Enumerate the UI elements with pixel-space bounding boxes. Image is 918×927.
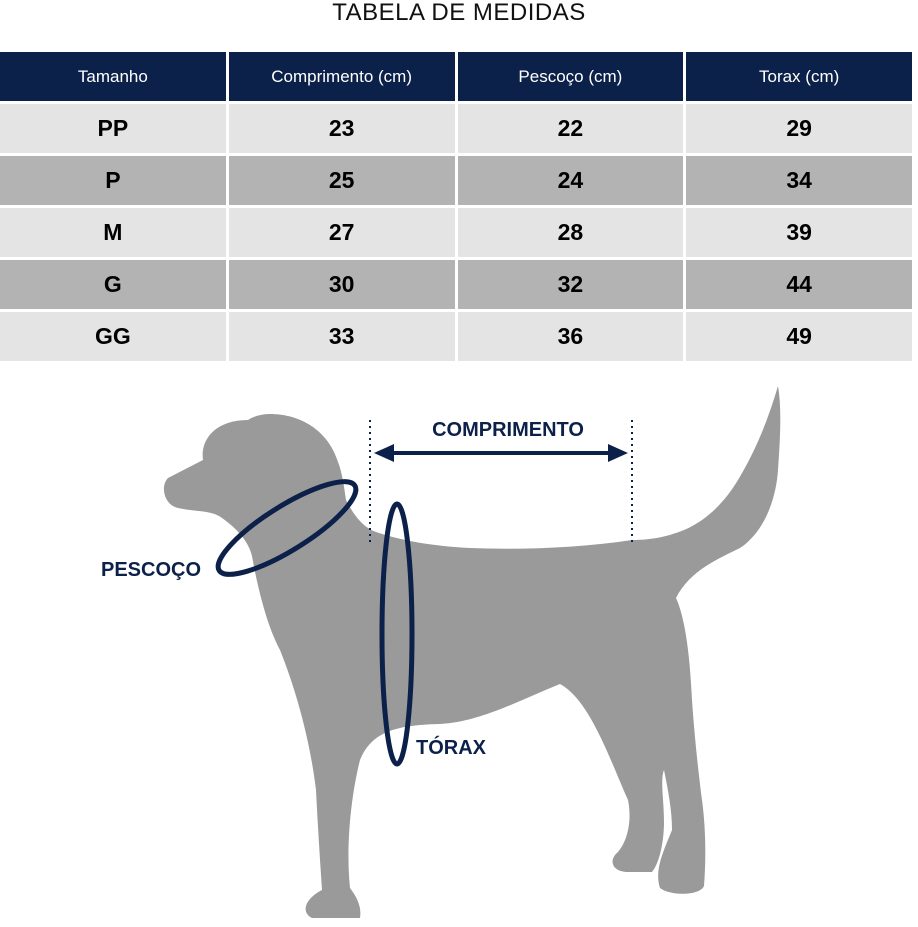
cell-size: M [0, 208, 226, 257]
table-header-row [0, 52, 912, 101]
cell-length: 30 [229, 260, 455, 309]
cell-length: 27 [229, 208, 455, 257]
chest-label: TÓRAX [416, 737, 486, 759]
cell-chest: 34 [686, 156, 912, 205]
table-row [0, 208, 912, 257]
cell-length: 33 [229, 312, 455, 361]
length-arrow-icon [374, 444, 628, 462]
cell-length: 23 [229, 104, 455, 153]
dog-measurement-diagram [0, 370, 918, 927]
length-label: COMPRIMENTO [432, 419, 584, 441]
cell-size: PP [0, 104, 226, 153]
cell-neck: 32 [458, 260, 684, 309]
cell-size: G [0, 260, 226, 309]
cell-size: P [0, 156, 226, 205]
cell-length: 25 [229, 156, 455, 205]
cell-neck: 24 [458, 156, 684, 205]
table-row [0, 104, 912, 153]
header-length: Comprimento (cm) [229, 52, 455, 101]
neck-label: PESCOÇO [101, 559, 202, 581]
header-neck: Pescoço (cm) [458, 52, 684, 101]
page-title: TABELA DE MEDIDAS [332, 0, 586, 26]
table-row [0, 260, 912, 309]
cell-neck: 22 [458, 104, 684, 153]
header-size: Tamanho [0, 52, 226, 101]
cell-neck: 36 [458, 312, 684, 361]
table-row [0, 156, 912, 205]
cell-chest: 29 [686, 104, 912, 153]
header-chest: Torax (cm) [686, 52, 912, 101]
cell-size: GG [0, 312, 226, 361]
cell-neck: 28 [458, 208, 684, 257]
cell-chest: 39 [686, 208, 912, 257]
dog-silhouette-icon [164, 386, 780, 918]
table-row [0, 312, 912, 361]
cell-chest: 49 [686, 312, 912, 361]
cell-chest: 44 [686, 260, 912, 309]
size-table [0, 49, 915, 364]
